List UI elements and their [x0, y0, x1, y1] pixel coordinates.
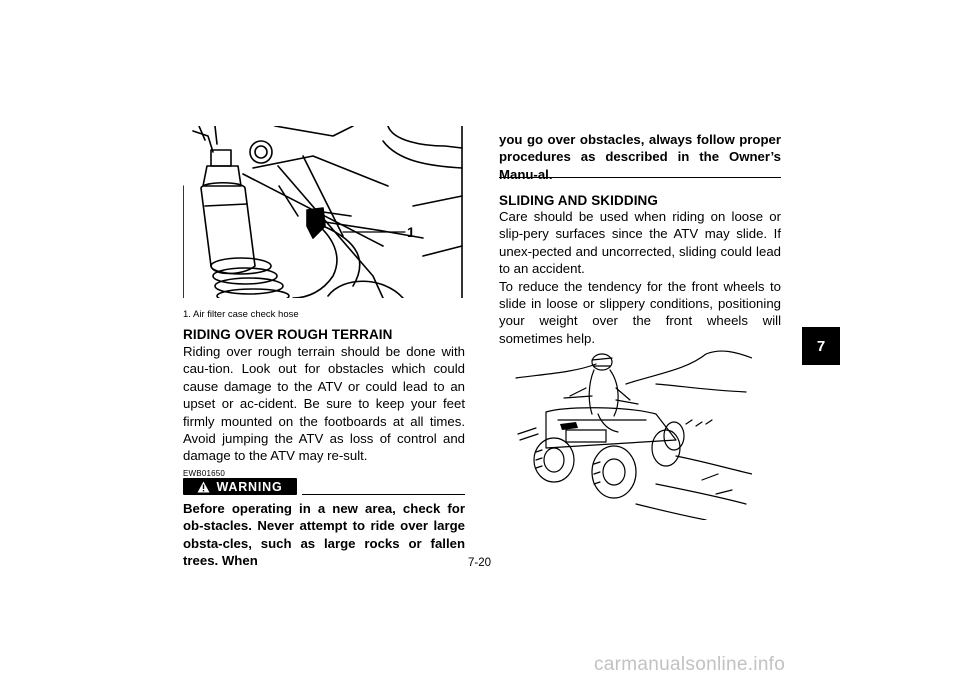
figure-caption: 1. Air filter case check hose — [183, 309, 299, 320]
warning-end-rule — [499, 177, 781, 178]
warning-text-part2: you go over obstacles, always follow proper procedures as described in the Owner’s Manu-al. — [499, 132, 781, 182]
warning-code: EWB01650 — [183, 469, 226, 478]
section-heading-sliding: SLIDING AND SKIDDING — [499, 193, 659, 208]
warning-rule — [302, 494, 465, 495]
atv-rider-illustration — [506, 344, 752, 520]
warning-badge — [183, 478, 297, 495]
sliding-paragraphs — [499, 208, 781, 347]
warning-label: WARNING — [216, 479, 283, 494]
figure-callout-1: 1 — [407, 224, 415, 240]
chapter-tab: 7 — [802, 327, 840, 365]
air-filter-hose-illustration — [183, 126, 463, 298]
sliding-paragraph-2: To reduce the tendency for the front wheels to slide in loose or slippery conditions, positioning your weight over the front wheels will sometimes help. — [499, 278, 781, 346]
rough-terrain-paragraph: Riding over rough terrain should be done with cau-tion. Look out for obstacles which could cause damage to the ATV or could lead to an upset or ac-cident. Be sure to keep your feet firmly mounted on the footboards at all times. Avoid jumping the ATV as loss of control and damage to the ATV may re-sult. — [183, 344, 465, 464]
warning-triangle-icon — [197, 481, 210, 493]
page-number: 7-20 — [468, 557, 492, 569]
warning-text-part1: Before operating in a new area, check for ob-stacles. Never attempt to ride over large obsta-cles, such as large rocks or fallen trees. When — [183, 501, 465, 569]
section-heading-rough-terrain: RIDING OVER ROUGH TERRAIN — [183, 327, 393, 342]
sliding-paragraph-1: Care should be used when riding on loose or slip-pery surfaces since the ATV may slide. If unex-pected and uncorrected, sliding could lead to an accident. — [499, 209, 781, 277]
watermark: carmanualsonline.info — [594, 654, 786, 675]
